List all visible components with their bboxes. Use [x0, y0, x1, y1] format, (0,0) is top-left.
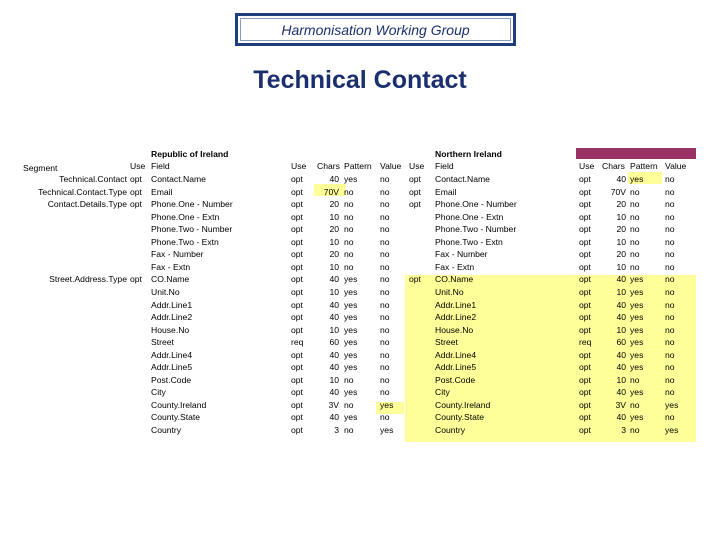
roi-value-cell: no [380, 224, 390, 235]
ni-value-cell: no [665, 236, 675, 247]
roi-use-cell: opt [291, 249, 303, 260]
ni-value-cell: no [665, 286, 675, 297]
ni-field-cell: Phone.One - Extn [435, 211, 504, 222]
roi-pattern-cell: yes [344, 286, 358, 297]
header-roi-value: Value [380, 161, 402, 171]
roi-use-cell: opt [291, 399, 303, 410]
ni-value-cell: no [665, 362, 675, 373]
roi-field-cell: Street [151, 337, 174, 348]
roi-value-cell: no [380, 349, 390, 360]
roi-pattern-cell: yes [344, 349, 358, 360]
ni-field-cell: CO.Name [435, 274, 474, 285]
roi-chars-cell: 10 [329, 324, 339, 335]
ni-pattern-cell: no [630, 199, 640, 210]
roi-pattern-cell: no [344, 186, 354, 197]
ni-pattern-cell: no [630, 224, 640, 235]
ni-value-cell: no [665, 312, 675, 323]
ni-field-cell: Addr.Line2 [435, 312, 477, 323]
ni-value-cell: no [665, 199, 675, 210]
ni-field-cell: House.No [435, 324, 474, 335]
roi-chars-cell: 40 [329, 349, 339, 360]
roi-chars-cell: 3V [328, 399, 339, 410]
segment-cell: Technical.Contact [59, 174, 127, 184]
ni-use2-cell: opt [579, 174, 591, 184]
ni-value-cell: no [665, 299, 675, 310]
roi-pattern-cell: yes [344, 174, 358, 184]
roi-chars-cell: 20 [329, 224, 339, 235]
roi-chars-cell: 10 [329, 374, 339, 385]
roi-use-cell: opt [291, 274, 303, 285]
ni-pattern-cell: no [630, 374, 640, 385]
ni-value-cell: no [665, 186, 675, 197]
ni-chars-cell: 20 [616, 199, 626, 210]
roi-use-cell: opt [291, 412, 303, 423]
roi-value-cell: no [380, 174, 390, 184]
ni-value-cell: no [665, 224, 675, 235]
segment-cell: Contact.Details.Type [47, 199, 127, 210]
roi-value-cell: no [380, 236, 390, 247]
banner [235, 13, 516, 46]
ni-value-cell: no [665, 374, 675, 385]
ni-use-cell: opt [409, 174, 421, 184]
ni-use2-cell: opt [579, 286, 591, 297]
ni-value-cell: no [665, 349, 675, 360]
roi-use-cell: opt [291, 199, 303, 210]
ni-use2-cell: opt [579, 387, 591, 398]
ni-pattern-cell: yes [630, 349, 644, 360]
ni-use2-cell: opt [579, 425, 591, 435]
ni-field-cell: Unit.No [435, 286, 464, 297]
ni-use2-cell: opt [579, 299, 591, 310]
ni-use2-cell: opt [579, 224, 591, 235]
ni-chars-cell: 10 [616, 211, 626, 222]
ni-pattern-cell: yes [630, 337, 644, 348]
ni-use2-cell: opt [579, 186, 591, 197]
ni-chars-cell: 40 [616, 174, 626, 184]
ni-chars-cell: 40 [616, 274, 626, 285]
roi-use-cell: opt [291, 374, 303, 385]
ni-use2-cell: opt [579, 412, 591, 423]
roi-field-cell: Addr.Line2 [151, 312, 193, 323]
ni-chars-cell: 40 [616, 312, 626, 323]
ni-value-cell: no [665, 174, 675, 184]
ni-chars-cell: 3 [621, 425, 626, 435]
roi-pattern-cell: no [344, 224, 354, 235]
ni-chars-cell: 40 [616, 349, 626, 360]
segment-use-cell: opt [130, 199, 142, 210]
ni-chars-cell: 70V [610, 186, 626, 197]
ni-field-cell: Phone.Two - Extn [435, 236, 503, 247]
ni-heading: Northern Ireland [435, 149, 502, 159]
header-segment: Segment [23, 163, 58, 173]
ni-chars-cell: 20 [616, 224, 626, 235]
segment-use-cell: opt [130, 174, 142, 184]
header-roi-field: Field [151, 161, 170, 171]
roi-pattern-cell: yes [344, 324, 358, 335]
roi-pattern-cell: no [344, 261, 354, 272]
roi-heading: Republic of Ireland [151, 149, 229, 159]
roi-pattern-cell: no [344, 425, 354, 435]
ni-pattern-cell: no [630, 236, 640, 247]
ni-chars-cell: 3V [615, 399, 626, 410]
roi-field-cell: Phone.One - Number [151, 199, 233, 210]
roi-value-cell: no [380, 387, 390, 398]
ni-value-cell: yes [665, 425, 679, 435]
ni-pattern-cell: yes [630, 312, 644, 323]
ni-use2-cell: opt [579, 312, 591, 323]
roi-use-cell: opt [291, 236, 303, 247]
segment-cell: Street.Address.Type [49, 274, 127, 285]
ni-value-cell: no [665, 337, 675, 348]
ni-use2-cell: opt [579, 211, 591, 222]
header-roi-chars: Chars [317, 161, 340, 171]
ni-chars-cell: 10 [616, 261, 626, 272]
ni-use2-cell: opt [579, 236, 591, 247]
roi-pattern-cell: yes [344, 337, 358, 348]
ni-use2-cell: opt [579, 349, 591, 360]
ni-pattern-cell: no [630, 211, 640, 222]
roi-chars-cell: 20 [329, 249, 339, 260]
ni-use2-cell: opt [579, 324, 591, 335]
header-roi-pattern: Pattern [344, 161, 372, 171]
roi-use-cell: opt [291, 211, 303, 222]
roi-value-cell: no [380, 274, 390, 285]
header-ni-chars: Chars [602, 161, 625, 171]
ni-field-cell: County.State [435, 412, 485, 423]
ni-use2-cell: opt [579, 362, 591, 373]
roi-pattern-cell: no [344, 249, 354, 260]
roi-chars-cell: 10 [329, 211, 339, 222]
segment-use-cell: opt [130, 274, 142, 285]
ni-value-cell: no [665, 261, 675, 272]
roi-value-cell: no [380, 261, 390, 272]
ni-value-cell: no [665, 412, 675, 423]
roi-use-cell: opt [291, 174, 303, 184]
ni-pattern-cell: no [630, 186, 640, 197]
roi-field-cell: Fax - Extn [151, 261, 191, 272]
ni-chars-cell: 40 [616, 412, 626, 423]
roi-pattern-cell: no [344, 374, 354, 385]
ni-pattern-cell: yes [630, 286, 644, 297]
roi-pattern-cell: yes [344, 274, 358, 285]
roi-field-cell: Addr.Line4 [151, 349, 193, 360]
roi-use-cell: opt [291, 224, 303, 235]
roi-value-cell: no [380, 312, 390, 323]
header-ni-field: Field [435, 161, 454, 171]
roi-pattern-cell: yes [344, 362, 358, 373]
roi-chars-cell: 40 [329, 362, 339, 373]
roi-use-cell: opt [291, 324, 303, 335]
roi-value-cell: no [380, 286, 390, 297]
ni-field-cell: Post.Code [435, 374, 476, 385]
banner-text: Harmonisation Working Group [281, 21, 470, 38]
roi-pattern-cell: no [344, 211, 354, 222]
ni-chars-cell: 10 [616, 236, 626, 247]
ni-field-cell: Phone.One - Number [435, 199, 517, 210]
roi-value-cell: no [380, 412, 390, 423]
segment-cell: Technical.Contact.Type [38, 186, 127, 197]
roi-value-cell: no [380, 374, 390, 385]
roi-field-cell: Phone.One - Extn [151, 211, 220, 222]
roi-pattern-cell: yes [344, 312, 358, 323]
ni-use2-cell: opt [579, 261, 591, 272]
ni-use2-cell: req [579, 337, 592, 348]
roi-use-cell: opt [291, 261, 303, 272]
roi-chars-cell: 70V [323, 186, 339, 197]
roi-value-cell: no [380, 299, 390, 310]
roi-chars-cell: 40 [329, 174, 339, 184]
ni-pattern-cell: no [630, 249, 640, 260]
highlight-ni-address-block [405, 275, 580, 442]
header-ni-use2: Use [579, 161, 595, 171]
ni-pattern-cell: no [630, 261, 640, 272]
roi-field-cell: Email [151, 186, 173, 197]
header-roi-use: Use [291, 161, 307, 171]
ni-use2-cell: opt [579, 199, 591, 210]
roi-field-cell: Addr.Line5 [151, 362, 193, 373]
roi-pattern-cell: no [344, 199, 354, 210]
roi-use-cell: opt [291, 349, 303, 360]
ni-field-cell: County.Ireland [435, 399, 491, 410]
roi-chars-cell: 40 [329, 312, 339, 323]
segment-use-cell: opt [130, 186, 142, 197]
header-ni-use: Use [409, 161, 425, 171]
roi-field-cell: County.Ireland [151, 399, 207, 410]
ni-field-cell: Addr.Line1 [435, 299, 477, 310]
ni-chars-cell: 10 [616, 286, 626, 297]
ni-chars-cell: 40 [616, 387, 626, 398]
ni-value-cell: no [665, 274, 675, 285]
roi-chars-cell: 40 [329, 299, 339, 310]
roi-use-cell: req [291, 337, 304, 348]
roi-chars-cell: 10 [329, 286, 339, 297]
roi-chars-cell: 40 [329, 387, 339, 398]
roi-field-cell: County.State [151, 412, 201, 423]
page-title [0, 66, 720, 95]
roi-value-cell: no [380, 186, 390, 197]
ni-field-cell: Addr.Line4 [435, 349, 477, 360]
ni-use2-cell: opt [579, 249, 591, 260]
ni-use-cell: opt [409, 186, 421, 197]
roi-value-cell: yes [380, 425, 394, 435]
roi-use-cell: opt [291, 286, 303, 297]
roi-use-cell: opt [291, 362, 303, 373]
ni-chars-cell: 60 [616, 337, 626, 348]
roi-field-cell: Addr.Line1 [151, 299, 193, 310]
roi-value-cell: no [380, 211, 390, 222]
roi-value-cell: no [380, 362, 390, 373]
ni-pattern-cell: no [630, 425, 640, 435]
ni-value-cell: no [665, 387, 675, 398]
roi-chars-cell: 40 [329, 274, 339, 285]
ni-field-cell: Country [435, 425, 466, 435]
roi-chars-cell: 10 [329, 236, 339, 247]
ni-use2-cell: opt [579, 274, 591, 285]
ni-pattern-cell: yes [630, 274, 644, 285]
roi-pattern-cell: yes [344, 412, 358, 423]
roi-field-cell: House.No [151, 324, 190, 335]
roi-value-cell: yes [380, 399, 394, 410]
roi-field-cell: CO.Name [151, 274, 190, 285]
ni-value-cell: no [665, 249, 675, 260]
header-ni-pattern: Pattern [630, 161, 658, 171]
roi-use-cell: opt [291, 186, 303, 197]
roi-field-cell: Phone.Two - Extn [151, 236, 219, 247]
ni-pattern-cell: yes [630, 412, 644, 423]
roi-pattern-cell: no [344, 399, 354, 410]
ni-chars-cell: 40 [616, 362, 626, 373]
roi-chars-cell: 60 [329, 337, 339, 348]
ni-field-cell: Phone.Two - Number [435, 224, 517, 235]
roi-field-cell: Country [151, 425, 182, 435]
ni-chars-cell: 10 [616, 374, 626, 385]
roi-field-cell: Contact.Name [151, 174, 206, 184]
page-title-text: Technical Contact [253, 66, 467, 94]
roi-pattern-cell: no [344, 236, 354, 247]
ni-field-cell: Addr.Line5 [435, 362, 477, 373]
roi-field-cell: Fax - Number [151, 249, 204, 260]
ni-header-bar [576, 148, 696, 159]
ni-value-cell: no [665, 211, 675, 222]
ni-field-cell: Street [435, 337, 458, 348]
roi-field-cell: Post.Code [151, 374, 192, 385]
roi-value-cell: no [380, 249, 390, 260]
ni-pattern-cell: yes [630, 387, 644, 398]
roi-use-cell: opt [291, 312, 303, 323]
ni-pattern-cell: no [630, 399, 640, 410]
roi-value-cell: no [380, 324, 390, 335]
ni-use2-cell: opt [579, 399, 591, 410]
ni-pattern-cell: yes [630, 174, 644, 184]
ni-field-cell: City [435, 387, 450, 398]
roi-chars-cell: 3 [334, 425, 339, 435]
roi-field-cell: City [151, 387, 166, 398]
roi-use-cell: opt [291, 387, 303, 398]
roi-field-cell: Phone.Two - Number [151, 224, 233, 235]
roi-pattern-cell: yes [344, 387, 358, 398]
ni-pattern-cell: yes [630, 362, 644, 373]
ni-field-cell: Contact.Name [435, 174, 490, 184]
roi-use-cell: opt [291, 425, 303, 435]
header-seg-use: Use [130, 161, 146, 171]
roi-chars-cell: 40 [329, 412, 339, 423]
ni-chars-cell: 20 [616, 249, 626, 260]
roi-chars-cell: 10 [329, 261, 339, 272]
ni-field-cell: Fax - Number [435, 249, 488, 260]
ni-field-cell: Email [435, 186, 457, 197]
ni-use-cell: opt [409, 199, 421, 210]
ni-value-cell: yes [665, 399, 679, 410]
roi-use-cell: opt [291, 299, 303, 310]
roi-chars-cell: 20 [329, 199, 339, 210]
ni-use-cell: opt [409, 274, 421, 285]
roi-pattern-cell: yes [344, 299, 358, 310]
ni-value-cell: no [665, 324, 675, 335]
ni-chars-cell: 10 [616, 324, 626, 335]
ni-use2-cell: opt [579, 374, 591, 385]
ni-pattern-cell: yes [630, 299, 644, 310]
roi-value-cell: no [380, 337, 390, 348]
roi-field-cell: Unit.No [151, 286, 180, 297]
roi-value-cell: no [380, 199, 390, 210]
ni-pattern-cell: yes [630, 324, 644, 335]
header-ni-value: Value [665, 161, 687, 171]
ni-chars-cell: 40 [616, 299, 626, 310]
ni-field-cell: Fax - Extn [435, 261, 475, 272]
